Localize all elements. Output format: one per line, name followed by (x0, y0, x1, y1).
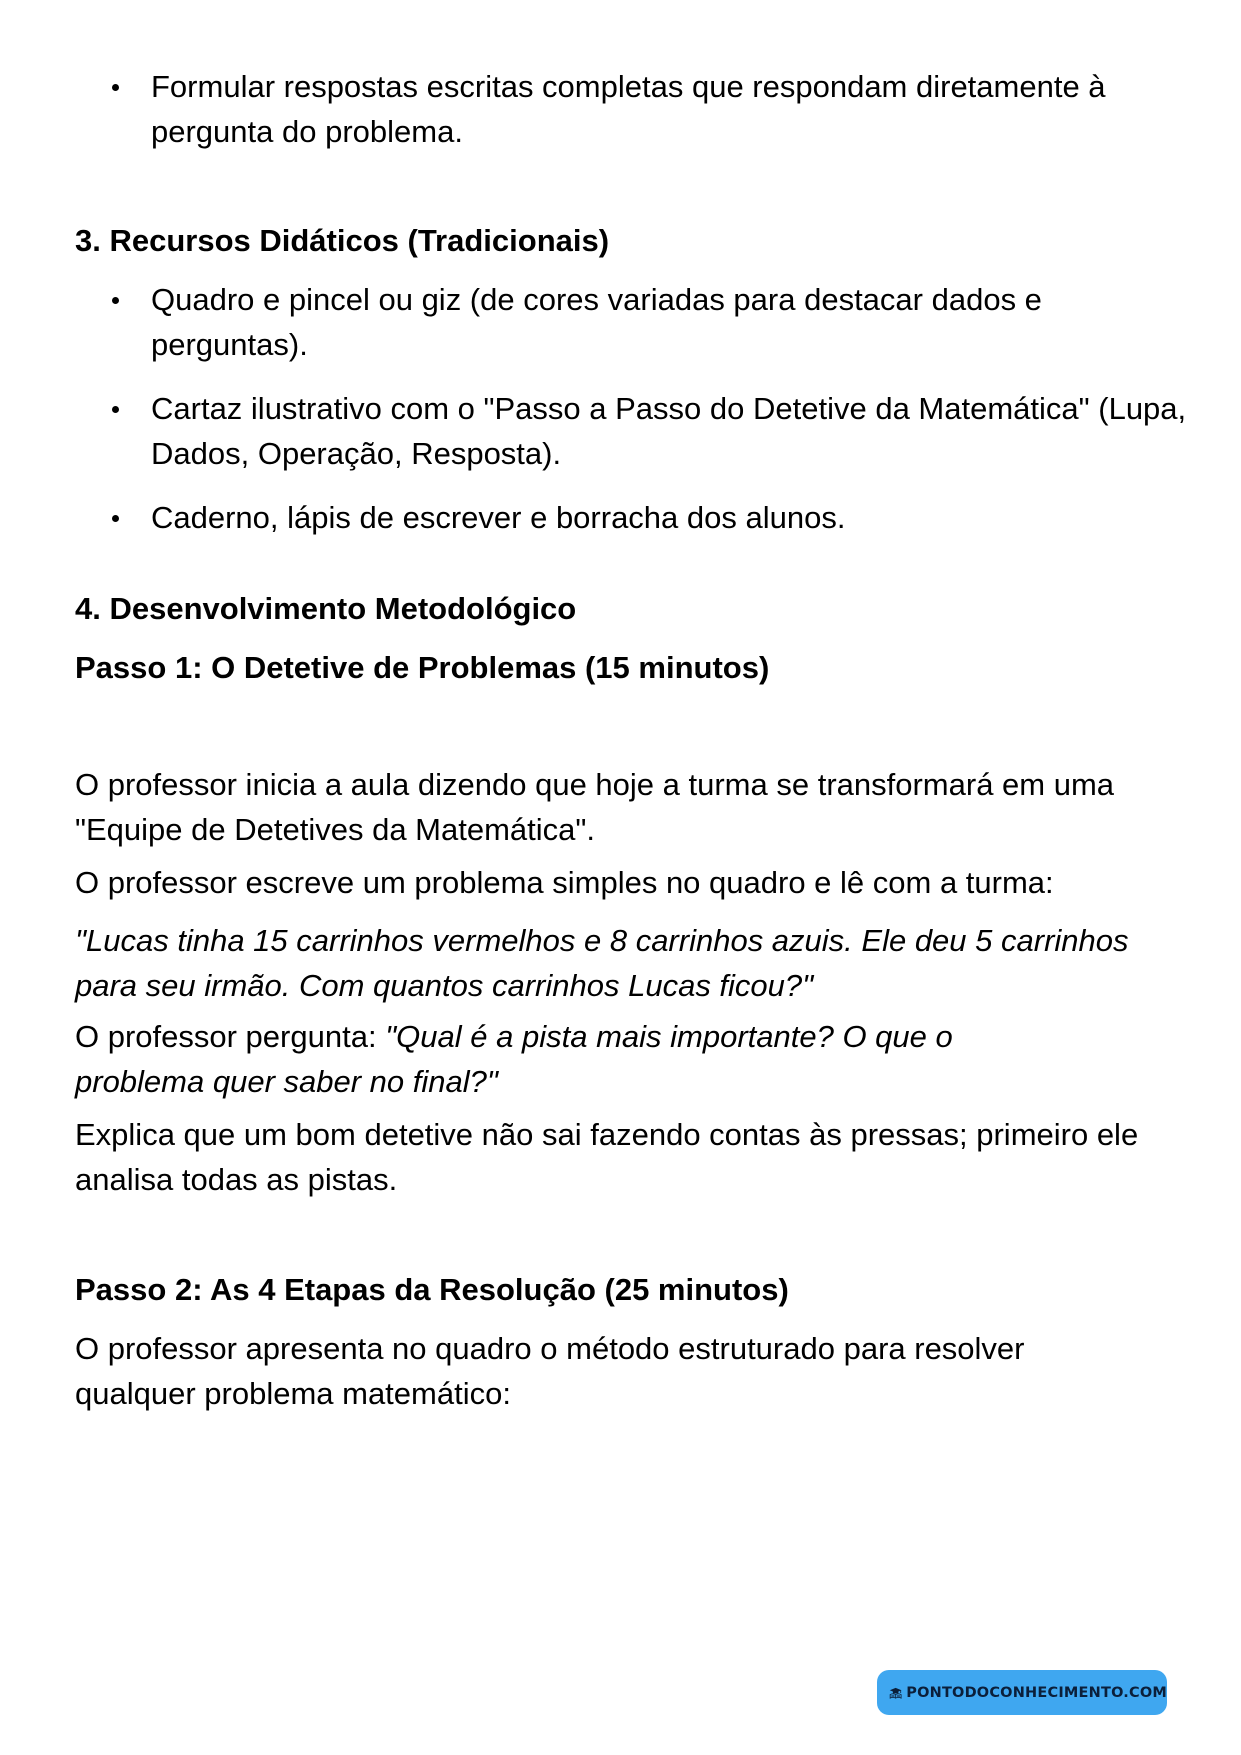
list-item-text: Caderno, lápis de escrever e borracha dos alunos. (151, 500, 846, 535)
step1-question (75, 1014, 1075, 1104)
bullet-icon (112, 515, 119, 522)
list-item (75, 495, 1231, 540)
objectives-list (75, 64, 1175, 154)
list-item-text: Formular respostas escritas completas que respondam diretamente à pergunta do problema. (151, 69, 1106, 149)
step2-heading: Passo 2: As 4 Etapas da Resolução (25 minutos) (75, 1272, 789, 1307)
logo-text: PONTODOCONHECIMENTO.COM (906, 1684, 1167, 1701)
list-item-text: Quadro e pincel ou giz (de cores variadas para destacar dados e perguntas). (151, 282, 1042, 362)
list-item-text: Cartaz ilustrativo com o "Passo a Passo do Detetive da Matemática" (Lupa, Dados, Operação, Resposta). (151, 391, 1187, 471)
question-lead: O professor pergunta: (75, 1019, 386, 1054)
step1-paragraph-intro: O professor inicia a aula dizendo que hoje a turma se transformará em uma "Equipe de Detetives da Matemática". (75, 767, 1115, 847)
list-item (75, 64, 1231, 154)
list-item (75, 277, 1186, 367)
bullet-icon (112, 84, 119, 91)
step1-paragraph-explanation: Explica que um bom detetive não sai fazendo contas às pressas; primeiro ele analisa todas as pistas. (75, 1117, 1139, 1197)
site-logo-badge[interactable] (877, 1670, 1167, 1715)
step1-heading: Passo 1: O Detetive de Problemas (15 minutos) (75, 650, 770, 685)
bullet-icon (112, 297, 119, 304)
resources-list (75, 277, 1187, 540)
question-quote: "Qual é a pista mais importante? O que o problema quer saber no final?" (75, 1019, 953, 1099)
step1-problem-quote: "Lucas tinha 15 carrinhos vermelhos e 8 carrinhos azuis. Ele deu 5 carrinhos para seu irmão. Com quantos carrinhos Lucas ficou?" (75, 923, 1129, 1003)
list-item (75, 386, 1241, 476)
step2-paragraph-intro: O professor apresenta no quadro o método estruturado para resolver qualquer problema matemático: (75, 1331, 1025, 1411)
graduation-book-icon (889, 1678, 902, 1708)
step1-paragraph-problem-intro: O professor escreve um problema simples no quadro e lê com a turma: (75, 865, 1054, 900)
bullet-icon (112, 406, 119, 413)
section-heading-desenvolvimento: 4. Desenvolvimento Metodológico (75, 591, 577, 626)
section-heading-recursos: 3. Recursos Didáticos (Tradicionais) (75, 223, 610, 258)
